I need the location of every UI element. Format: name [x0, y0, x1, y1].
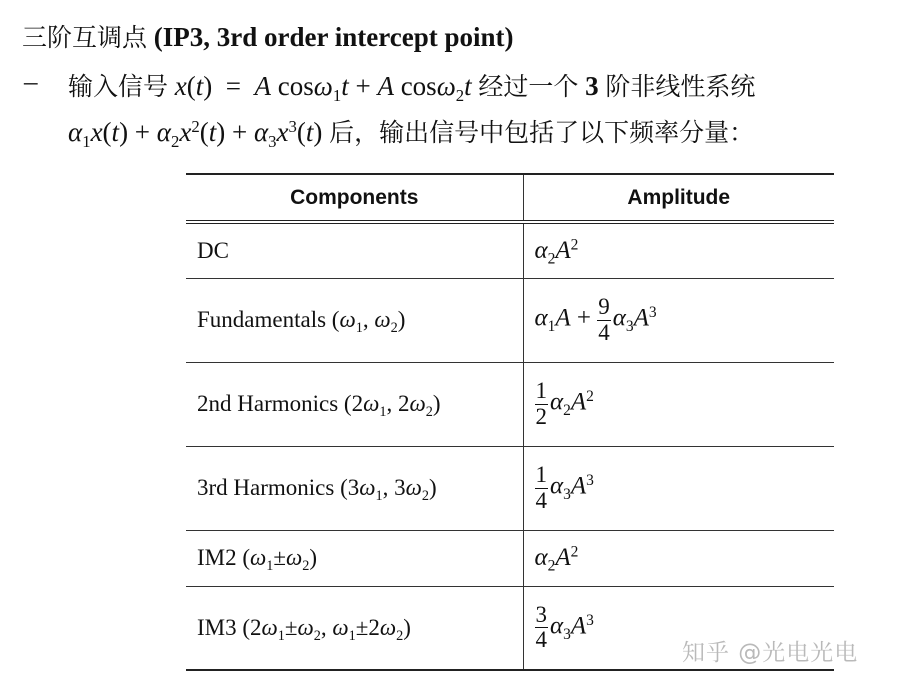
amplitude-cell: $\frac{1}{2}$ $\alpha_2A^2$	[523, 362, 834, 446]
slide-title	[22, 18, 513, 54]
title-en: (IP3, 3rd order intercept point)	[153, 22, 514, 52]
amplitude-cell: $\frac{3}{4}$ $\alpha_3A^3$	[523, 586, 834, 670]
component-cell: DC	[186, 222, 523, 278]
bullet-line2-tail: 后，输出信号中包括了以下频率分量：	[329, 118, 755, 147]
table-row	[186, 530, 834, 586]
header-components: Components	[186, 174, 523, 222]
table-row	[186, 278, 834, 362]
table-row	[186, 446, 834, 530]
component-label: Fundamentals ($\omega_1$, $\omega_2$)	[197, 307, 406, 336]
bullet-line-2	[68, 113, 754, 149]
table-row	[186, 222, 834, 278]
bullet-order-tail: 阶非线性系统	[605, 72, 756, 101]
amplitude-cell: $\alpha_2A^2$	[523, 222, 834, 278]
component-label: 3rd Harmonics ($3\omega_1$, $3\omega_2$)	[197, 475, 437, 504]
order-number: 3	[585, 71, 599, 101]
table-header-row	[186, 174, 834, 222]
amplitude-cell: $\alpha_1A$ + $\frac{9}{4}$ $\alpha_3A^3$	[523, 278, 834, 362]
bullet-line-1	[68, 67, 755, 103]
component-cell	[186, 446, 523, 530]
amplitude-cell: $\alpha_2A^2$	[523, 530, 834, 586]
title-cn: 三阶互调点	[22, 23, 148, 52]
nonlinear-system-equation: $\alpha_1x(t) + \alpha_2x^2(t) + \alpha_3x^3(t)$	[68, 116, 330, 151]
component-cell	[186, 586, 523, 670]
component-label: 2nd Harmonics ($2\omega_1$, $2\omega_2$)	[197, 391, 441, 420]
component-label: IM2 $(\omega_1\pm\omega_2)$	[197, 545, 318, 574]
amplitude-cell: $\frac{1}{4}$ $\alpha_3A^3$	[523, 446, 834, 530]
header-amplitude: Amplitude	[523, 174, 834, 222]
input-signal-equation: x(t) = A cosω$_1$t + A cosω$_2$t	[174, 71, 472, 105]
frequency-components-table	[186, 173, 834, 671]
component-cell	[186, 530, 523, 586]
component-label: IM3 ($2\omega_1\pm\omega_2$, $\omega_1\pm 2\omega_2$)	[197, 614, 411, 644]
zhihu-watermark: 知乎 @光电光电	[682, 640, 859, 666]
table-row	[186, 362, 834, 446]
bullet-after-equation: 经过一个	[478, 72, 579, 101]
bullet-lead-text: 输入信号	[68, 72, 169, 101]
component-cell	[186, 362, 523, 446]
bullet-dash: –	[24, 66, 38, 96]
component-cell	[186, 278, 523, 362]
